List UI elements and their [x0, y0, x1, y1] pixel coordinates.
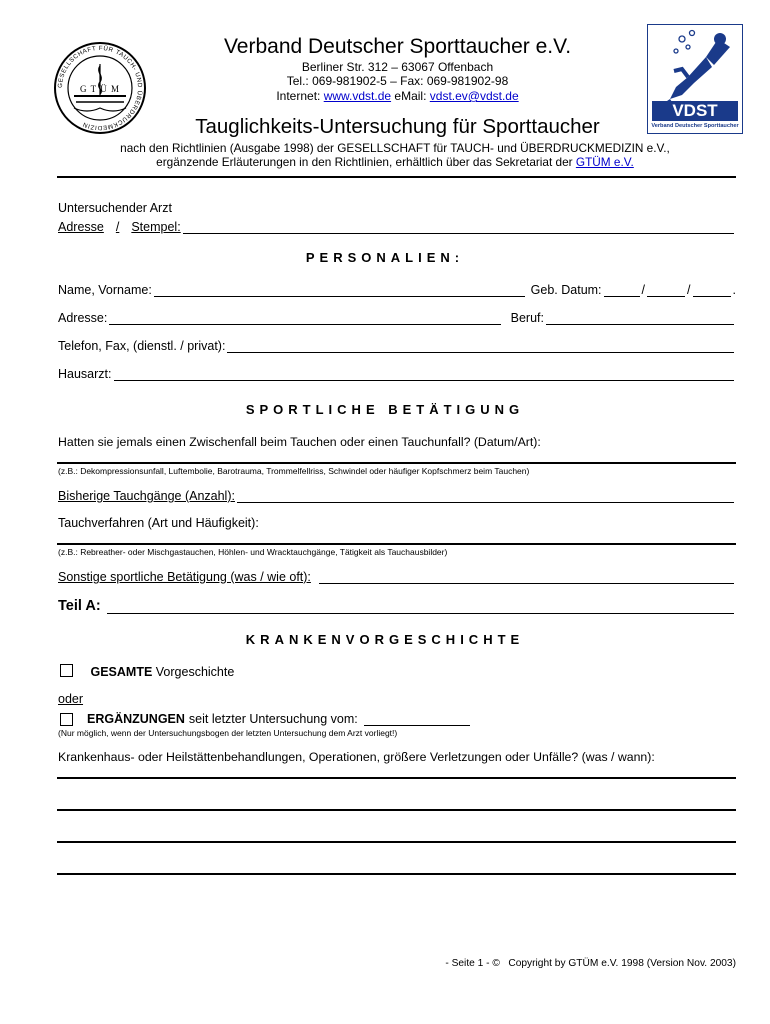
- teil-a-field[interactable]: [107, 601, 734, 614]
- email-label: eMail:: [394, 89, 427, 103]
- arzt-stempel-line: [58, 220, 736, 234]
- adresse-line: [58, 311, 736, 325]
- oder-label: oder: [58, 692, 84, 706]
- stempel-field[interactable]: [183, 221, 734, 234]
- beruf-label: Beruf:: [510, 311, 544, 325]
- teil-a-line: [58, 598, 736, 614]
- diver-icon: [648, 25, 742, 111]
- personalien-heading: PERSONALIEN:: [305, 250, 465, 265]
- krankenhaus-answer-line-1[interactable]: [57, 777, 736, 779]
- stempel-label: Stempel:: [131, 220, 181, 234]
- hausarzt-label: Hausarzt:: [58, 367, 112, 381]
- zwischenfall-question: Hatten sie jemals einen Zwischenfall beim Tauchen oder einen Tauchunfall? (Datum/Art):: [58, 435, 541, 449]
- arzt-label: Untersuchender Arzt: [58, 201, 172, 215]
- tauchverfahren-answer-line[interactable]: [57, 543, 736, 545]
- vdst-logo-subtext: Verband Deutscher Sporttaucher: [651, 123, 739, 129]
- geb-month-field[interactable]: [647, 284, 685, 297]
- org-internet: [150, 89, 645, 103]
- geb-year-field[interactable]: [693, 284, 731, 297]
- header-divider: [57, 176, 736, 178]
- ergaenzungen-hint: (Nur möglich, wenn der Untersuchungsbogen der letzten Untersuchung dem Arzt vorliegt!): [58, 728, 398, 738]
- seal-ring-text: GESELLSCHAFT FÜR TAUCH- UND ÜBERDRUCKMEDIZIN: [56, 44, 144, 132]
- telefon-line: [58, 339, 736, 353]
- website-link[interactable]: www.vdst.de: [323, 89, 392, 103]
- krankenhaus-answer-line-4[interactable]: [57, 873, 736, 875]
- tauchgaenge-line: [58, 489, 736, 503]
- ergaenzungen-option[interactable]: [60, 712, 472, 726]
- personal-adresse-label: Adresse:: [58, 311, 108, 325]
- gtuem-link[interactable]: GTÜM e.V.: [575, 155, 634, 169]
- beruf-field[interactable]: [546, 312, 734, 325]
- telefon-field[interactable]: [227, 340, 734, 353]
- sonstige-line: [58, 570, 736, 584]
- tauchverfahren-hint: (z.B.: Rebreather- oder Mischgastauchen, Höhlen- und Wracktauchgänge, Tätigkeit als Tauchausbilder): [58, 547, 448, 557]
- vdst-logo-text: VDST: [652, 101, 738, 121]
- gesamte-checkbox[interactable]: [60, 664, 73, 677]
- kranken-heading: KRANKENVORGESCHICHTE: [245, 632, 525, 647]
- hausarzt-field[interactable]: [114, 368, 735, 381]
- name-label: Name, Vorname:: [58, 283, 152, 297]
- org-name: Verband Deutscher Sporttaucher e.V.: [223, 35, 572, 58]
- page-footer: - Seite 1 - © Copyright by GTÜM e.V. 1998 (Version Nov. 2003): [445, 958, 736, 969]
- ergaenzungen-checkbox[interactable]: [60, 713, 73, 726]
- ergaenzungen-bold-label: ERGÄNZUNGEN: [87, 712, 185, 726]
- tauchverfahren-label: Tauchverfahren (Art und Häufigkeit):: [58, 516, 259, 530]
- adresse-label: Adresse: [58, 220, 104, 234]
- krankenhaus-answer-line-2[interactable]: [57, 809, 736, 811]
- hausarzt-line: [58, 367, 736, 381]
- tauchgaenge-field[interactable]: [237, 490, 734, 503]
- email-link[interactable]: vdst.ev@vdst.de: [429, 89, 519, 103]
- sonstige-field[interactable]: [319, 571, 734, 584]
- name-line: Name, Vorname: Geb. Datum: / / .: [58, 283, 736, 297]
- gesamte-option[interactable]: [60, 664, 234, 679]
- internet-label: Internet:: [276, 89, 321, 103]
- name-field[interactable]: [154, 284, 525, 297]
- sport-heading: SPORTLICHE BETÄTIGUNG: [245, 402, 525, 417]
- tauchgaenge-label: Bisherige Tauchgänge (Anzahl):: [58, 489, 235, 503]
- geb-label: Geb. Datum:: [530, 283, 602, 297]
- teil-a-label: Teil A:: [58, 598, 101, 614]
- document-title: Tauglichkeits-Untersuchung für Sporttaucher: [195, 115, 600, 138]
- seal-letters: G T Ü M: [80, 84, 120, 94]
- telefon-label: Telefon, Fax, (dienstl. / privat):: [58, 339, 226, 353]
- zwischenfall-answer-line[interactable]: [57, 462, 736, 464]
- intro-line-2: [40, 155, 750, 169]
- zwischenfall-hint: (z.B.: Dekompressionsunfall, Luftembolie, Barotrauma, Trommelfellriss, Schwindel oder häufiger Kopfschmerz beim Tauchen): [58, 466, 530, 476]
- intro-line-1: nach den Richtlinien (Ausgabe 1998) der GESELLSCHAFT für TAUCH- und ÜBERDRUCKMEDIZIN e.V.,: [120, 141, 670, 155]
- geb-day-field[interactable]: [604, 284, 640, 297]
- krankenhaus-question: Krankenhaus- oder Heilstättenbehandlungen, Operationen, größere Verletzungen oder Unfälle? (was / wann):: [58, 750, 655, 764]
- intro-line-2-text: ergänzende Erläuterungen in den Richtlinien, erhältlich über das Sekretariat der: [156, 155, 573, 169]
- gesamte-bold-label: GESAMTE: [90, 665, 153, 679]
- gtuem-seal-logo: [52, 40, 148, 136]
- personal-adresse-field[interactable]: [109, 312, 500, 325]
- slash-label: /: [115, 220, 120, 234]
- org-address: Berliner Str. 312 – 63067 Offenbach: [301, 60, 494, 74]
- sonstige-label: Sonstige sportliche Betätigung (was / wie oft):: [58, 570, 311, 584]
- vdst-logo: [647, 24, 743, 134]
- gesamte-label: Vorgeschichte: [155, 665, 235, 679]
- krankenhaus-answer-line-3[interactable]: [57, 841, 736, 843]
- ergaenzungen-date-field[interactable]: [364, 713, 470, 726]
- org-phone: Tel.: 069-981902-5 – Fax: 069-981902-98: [286, 74, 509, 88]
- ergaenzungen-label: seit letzter Untersuchung vom:: [188, 712, 358, 726]
